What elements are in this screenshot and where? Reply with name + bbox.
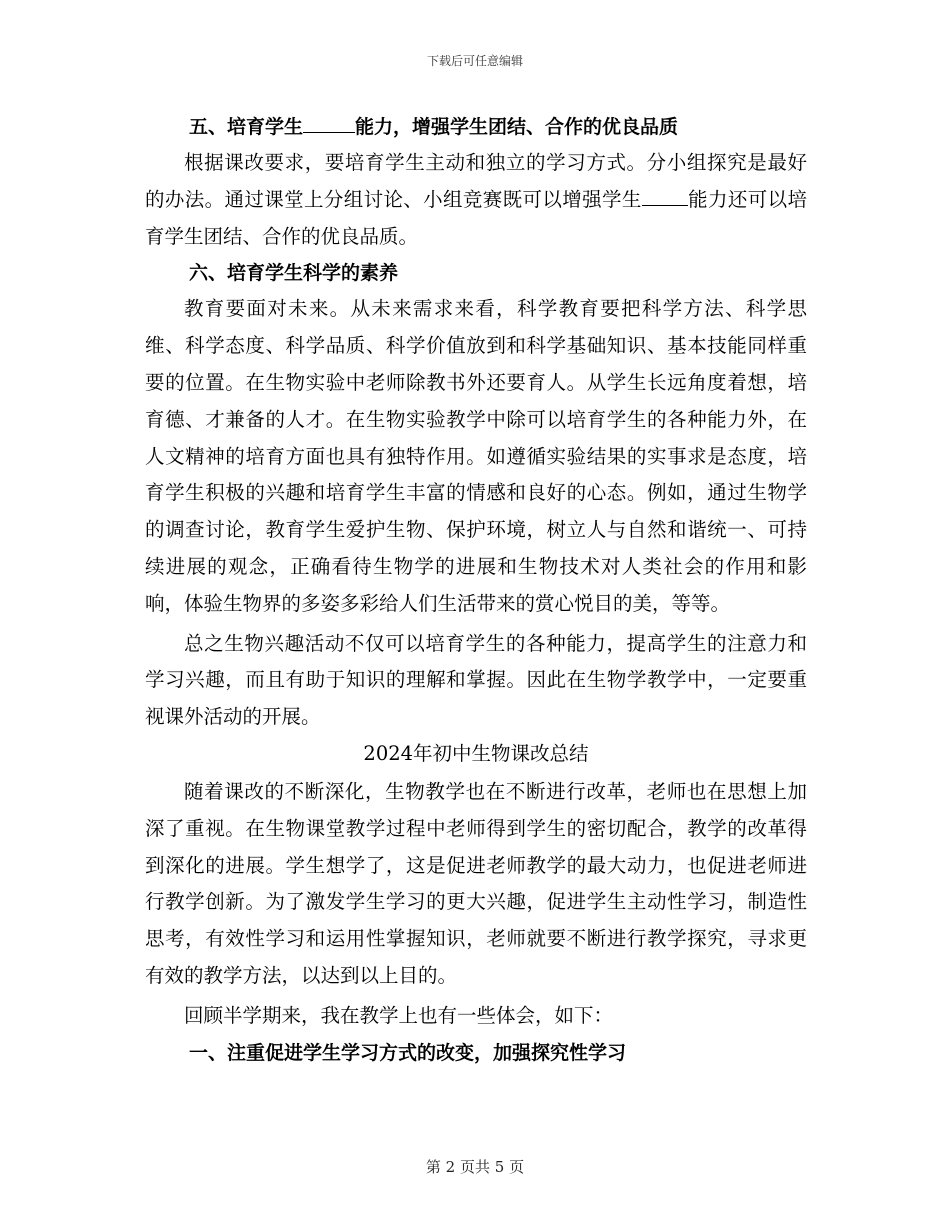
section-6-paragraph-2: 总之生物兴趣活动不仅可以培育学生的各种能力，提高学生的注意力和学习兴趣，而且有助于知识的理解和掌握。因此在生物学教学中，一定要重视课外活动的开展。 (145, 631, 807, 729)
page-header-note: 下载后可任意编辑 (426, 54, 523, 68)
section-5-paragraph (145, 145, 807, 255)
fill-in-blank (303, 114, 355, 133)
section-5-heading (145, 112, 807, 142)
section-5-paragraph-part-b: 能力还可以培育学生团结、合作的优良品质。 (145, 187, 807, 248)
document-body (145, 112, 807, 1071)
summary-heading-1: 一、注重促进学生学习方式的改变，加强探究性学习 (189, 1041, 627, 1064)
document-title: 2024年初中生物课改总结 (363, 741, 589, 765)
section-5-heading-part-b: 能力，增强学生团结、合作的优良品质 (355, 116, 679, 138)
summary-paragraph-2: 回顾半学期来，我在教学上也有一些体会，如下： (184, 1003, 614, 1027)
summary-paragraph-1: 随着课改的不断深化，生物教学也在不断进行改革，老师也在思想上加深了重视。在生物课堂教学过程中老师得到学生的密切配合，教学的改革得到深化的进展。学生想学了，这是促进老师教学的最大动力，也促进老师进行教学创新。为了激发学生学习的更大兴趣，促进学生主动性学习，制造性思考，有效性学习和运用性掌握知识，老师就要不断进行教学探究，寻求更有效的教学方法，以达到以上目的。 (145, 779, 807, 987)
section-6-paragraph-1: 教育要面对未来。从未来需求来看，科学教育要把科学方法、科学思维、科学态度、科学品质、科学价值放到和科学基础知识、基本技能同样重要的位置。在生物实验中老师除教书外还要育人。从学生长远角度着想，培育德、才兼备的人才。在生物实验教学中除可以培育学生的各种能力外，在人文精神的培育方面也具有独特作用。如遵循实验结果的实事求是态度，培育学生积极的兴趣和培育学生丰富的情感和良好的心态。例如，通过生物学的调查讨论，教育学生爱护生物、保护环境，树立人与自然和谐统一、可持续进展的观念，正确看待生物学的进展和生物技术对人类社会的作用和影响，体验生物界的多姿多彩给人们生活带来的赏心悦目的美，等等。 (145, 297, 807, 615)
section-6-heading: 六、培育学生科学的素养 (189, 262, 399, 285)
page-number: 第 2 页共 5 页 (425, 1158, 525, 1176)
section-5-heading-part-a: 五、培育学生 (189, 116, 304, 138)
section-5-paragraph-part-a: 根据课改要求，要培育学生主动和独立的学习方式。分小组探究是最好的办法。通过课堂上分组讨论、小组竞赛既可以增强学生 (145, 151, 807, 211)
fill-in-blank (642, 186, 688, 206)
